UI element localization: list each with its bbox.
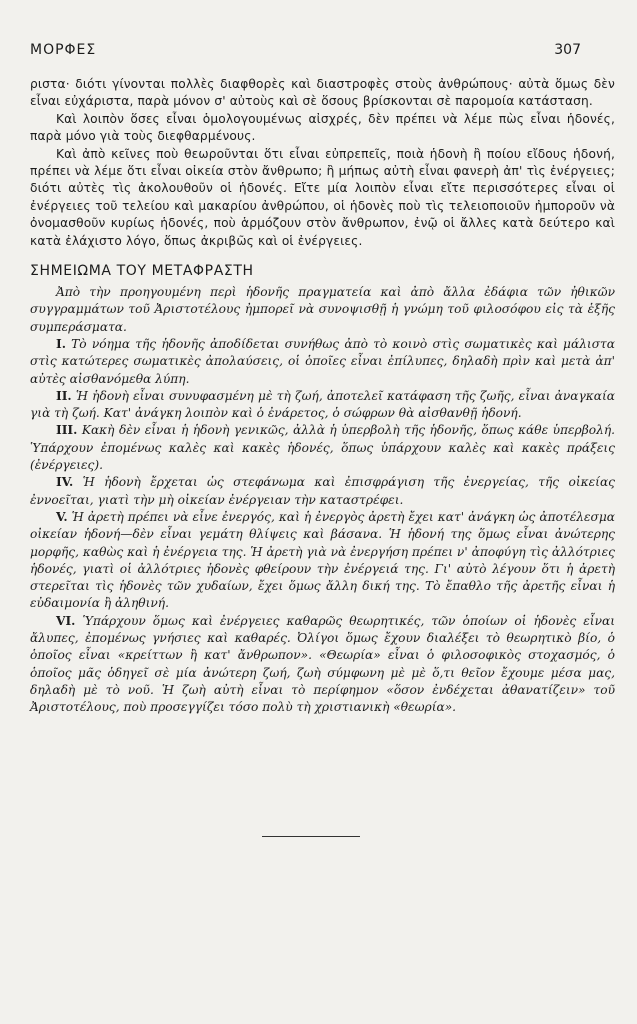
- item-number: Ι.: [56, 336, 66, 351]
- note-item: [30, 422, 615, 474]
- paragraph: Καὶ ἀπὸ κεῖνες ποὺ θεωροῦνται ὅτι εἶναι εὐπρεπεῖς, ποιὰ ἡδονὴ ἢ ποίου εἴδους ἡδονή, πρέπει νὰ λέμε ὅτι εἶναι οἰκεία στὸν ἄνθρωπο; ἢ μήπως αὐτὴ εἶναι φανερὴ ἀπ' τὶς ἐνέργειες; διότι αὐτὲς τὶς ἀκολουθοῦν οἱ ἡδονές. Εἴτε μία λοιπὸν εἶναι εἴτε περισσότερες εἶναι οἱ ἐνέργειες τοῦ τελείου καὶ μακαρίου ἀνθρώπου, οἱ ἡδονὲς ποὺ τὶς τελειοποιοῦν ἠμποροῦν νὰ ὀνομασθοῦν κυρίως ἡδονές, ποὺ ἁρμόζουν στὸν ἄνθρωπον, ἐνῷ οἱ ἄλλες κατὰ δεύτερο καὶ κατὰ ἐλάχιστο λόγο, ὅπως ἀκριβῶς καὶ οἱ ἐνέργειες.: [30, 146, 615, 248]
- note-item: [30, 336, 615, 388]
- book-page: [30, 42, 615, 716]
- page-number: 307: [554, 42, 581, 58]
- section-heading: ΣΗΜΕΙΩΜΑ ΤΟΥ ΜΕΤΑΦΡΑΣΤΗ: [30, 263, 254, 280]
- paragraph: Καὶ λοιπὸν ὅσες εἶναι ὁμολογουμένως αἰσχρές, δὲν πρέπει νὰ λέμε πὼς εἶναι ἡδονές, παρὰ μόνο γιὰ τοὺς διεφθαρμένους.: [30, 111, 615, 144]
- item-number: ΙV.: [56, 475, 74, 490]
- note-item: [30, 388, 615, 423]
- item-number: ΙΙΙ.: [56, 423, 78, 438]
- note-intro: Ἀπὸ τὴν προηγουμένη περὶ ἡδονῆς πραγματεία καὶ ἀπὸ ἄλλα ἐδάφια τῶν ἠθικῶν συγγραμμάτων τοῦ Ἀριστοτέλους ἠμπορεῖ νὰ συνοψισθῇ ἡ γνώμη τοῦ φιλοσόφου εἰς τὰ ἑξῆς συμπεράσματα.: [30, 285, 615, 334]
- item-text: Ἡ ἡδονὴ εἶναι συνυφασμένη μὲ τὴ ζωή, ἀποτελεῖ κατάφαση τῆς ζωῆς, εἶναι ἀναγκαία γιὰ τὴ ζωή. Κατ' ἀνάγκη λοιπὸν καὶ ὁ ἐνάρετος, ὁ σώφρων θὰ αἰσθανθῇ ἡδονή.: [30, 388, 615, 421]
- item-number: V.: [56, 509, 68, 524]
- note-item: [30, 474, 615, 509]
- main-text: [30, 76, 615, 250]
- item-text: Ὑπάρχουν ὅμως καὶ ἐνέργειες καθαρῶς θεωρητικές, τῶν ὁποίων οἱ ἡδονὲς εἶναι ἄλυπες, ἐπομένως γνήσιες καὶ καθαρές. Ὀλίγοι ὅμως ἔχουν διαλέξει τὸ θεωρητικὸ βίο, ὁ ὁποῖος εἶναι «κρείττων ἢ κατ' ἄνθρωπον». «Θεωρία» εἶναι ὁ φιλοσοφικὸς στοχασμός, ὁ ὁποῖος μᾶς ὁδηγεῖ σὲ μία ἀνώτερη ζωή, ζωὴ σύμφωνη μὲ μὲ ὅ,τι θεῖον ἔχουμε μέσα μας, δηλαδὴ μὲ τὸ νοῦ. Ἡ ζωὴ αὐτὴ εἶναι τὸ περίφημον «ὅσον ἐνδέχεται ἀθανατίζειν» τοῦ Ἀριστοτέλους, ποὺ προσεγγίζει τόσο πολὺ τὴ χριστιανικὴ «θεωρία».: [30, 613, 615, 715]
- item-number: VΙ.: [56, 613, 76, 628]
- item-number: ΙΙ.: [56, 388, 72, 403]
- end-rule: [262, 836, 360, 837]
- item-text: Τὸ νόημα τῆς ἡδονῆς ἀποδίδεται συνήθως ἀπὸ τὸ κοινὸ στὶς σωματικὲς καὶ μάλιστα στὶς κατώτερες σωματικὲς ἀπολαύσεις, οἱ ὁποῖες εἶναι ἐπίλυπες, δηλαδὴ πρὶν καὶ μετὰ ἀπ' αὐτὲς αἰσθανόμεθα λύπη.: [30, 336, 616, 386]
- note-item: [30, 509, 615, 613]
- running-title: ΜΟΡΦΕΣ: [30, 42, 97, 58]
- running-head: [30, 42, 615, 64]
- paragraph-continuation: ριστα· διότι γίνονται πολλὲς διαφθορὲς καὶ διαστροφὲς στοὺς ἀνθρώπους· αὐτὰ ὅμως δὲν εἶναι εὐχάριστα, παρὰ μόνον σ' αὐτοὺς καὶ σὲ ὅσους βρίσκονται σὲ παρομοία κατάσταση.: [30, 77, 615, 109]
- translator-note: [30, 284, 615, 716]
- item-text: Ἡ ἡδονὴ ἔρχεται ὡς στεφάνωμα καὶ ἐπισφράγιση τῆς ἐνεργείας, τῆς οἰκείας ἐννοεῖται, γιατὶ τὴν μὴ οἰκείαν ἐνέργειαν τὴν καταστρέφει.: [30, 475, 615, 507]
- item-text: Κακὴ δὲν εἶναι ἡ ἡδονὴ γενικῶς, ἀλλὰ ἡ ὑπερβολὴ τῆς ἡδονῆς, ὅπως κάθε ὑπερβολή. Ὑπάρχουν ἐπομένως καλὲς καὶ κακὲς ἡδονές, ὅπως ὑπάρχουν καλὲς καὶ κακὲς πράξεις (ἐνέργειες).: [30, 423, 616, 473]
- note-item: [30, 613, 615, 717]
- item-text: Ἡ ἀρετὴ πρέπει νὰ εἶνε ἐνεργός, καὶ ἡ ἐνεργὸς ἀρετὴ ἔχει κατ' ἀνάγκη ὡς ἀποτέλεσμα οἰκείαν ἡδονή—δὲν εἶναι γεμάτη θλίψεις καὶ βάσανα. Ἡ ἡδονή της ὅμως εἶναι ἀνώτερης μορφῆς, καθὼς καὶ ἡ ἐνέργεια της. Ἡ ἀρετὴ γιὰ νὰ ἐνεργήση πρέπει ν' ἀποφύγη τὶς ἀλλότριες ἡδονές, γιατὶ οἱ ἀλλότριες ἡδονὲς φθείρουν τὴν ἐνέργειά της. Γι' αὐτὸ λέγουν ὅτι ἡ ἀρετὴ στερεῖται τὶς ἡδονὲς τῶν χυδαίων, ἔχει ὅμως ἄλλη δική της. Τὸ ἔπαθλο τῆς ἀρετῆς εἶναι ἡ εὐδαιμονία ἢ ἀληθινή.: [30, 509, 615, 611]
